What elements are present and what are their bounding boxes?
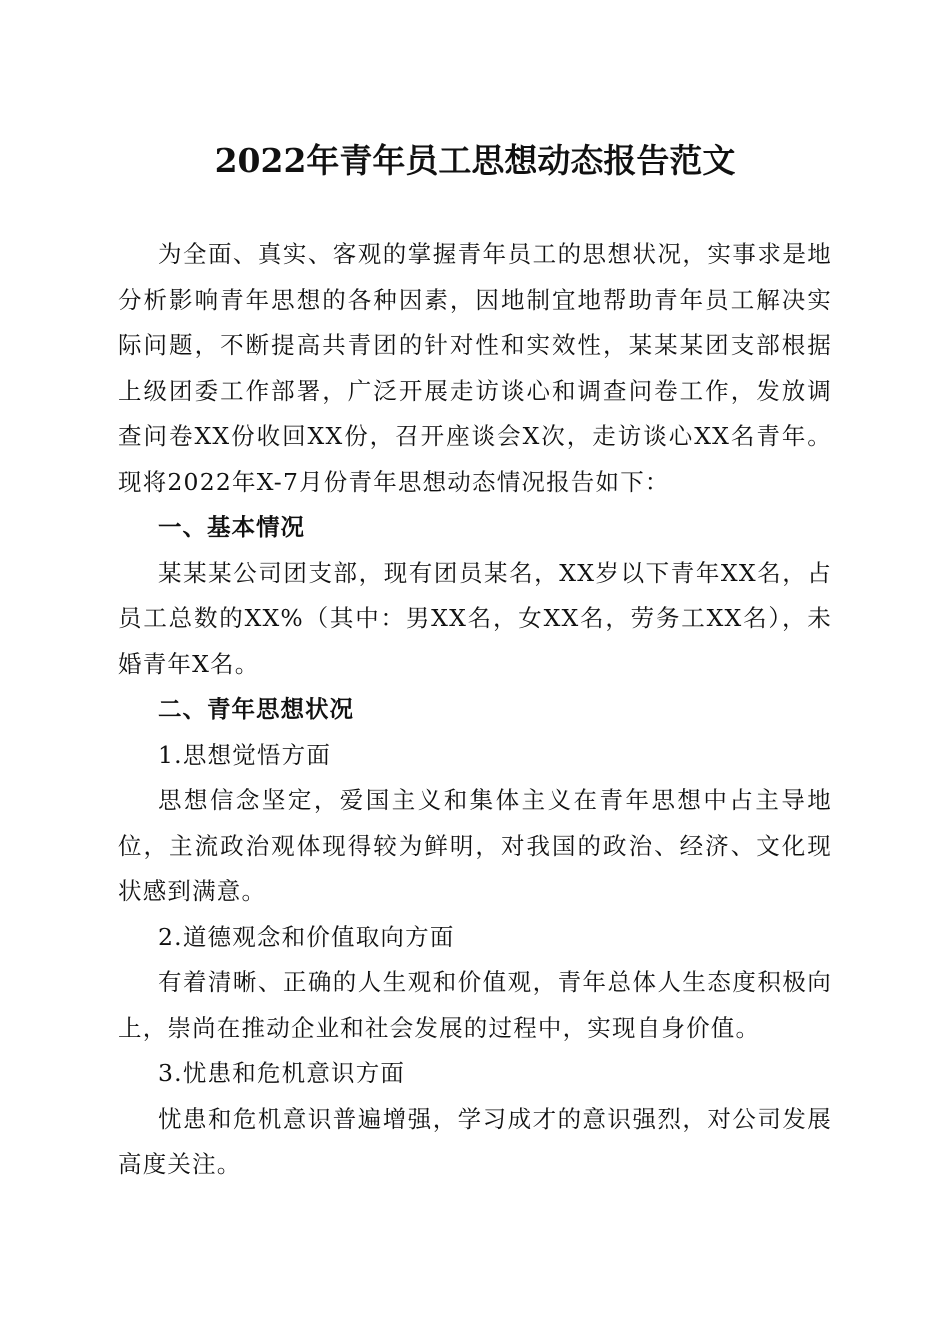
moral-values-paragraph: 有着清晰、正确的人生观和价值观，青年总体人生态度积极向上，崇尚在推动企业和社会发展的过程中，实现自身价值。 bbox=[118, 968, 832, 1042]
basic-info-paragraph: 某某某公司团支部，现有团员某名，XX岁以下青年XX名，占员工总数的XX%（其中：男XX名，女XX名，劳务工XX名），未婚青年X名。 bbox=[118, 558, 832, 678]
document-body bbox=[118, 232, 832, 1188]
subheading-ideological-awareness: 1.思想觉悟方面 bbox=[158, 740, 332, 769]
section-heading-youth-thought: 二、青年思想状况 bbox=[158, 695, 354, 723]
subheading-crisis-awareness: 3.忧患和危机意识方面 bbox=[158, 1059, 406, 1087]
intro-paragraph: 为全面、真实、客观的掌握青年员工的思想状况，实事求是地分析影响青年思想的各种因素，因地制宜地帮助青年员工解决实际问题，不断提高共青团的针对性和实效性，某某某团支部根据上级团委工作部署，广泛开展走访谈心和调查问卷工作，发放调查问卷XX份收回XX份，召开座谈会X次，走访谈心XX名青年。现将2022年X-7月份青年思想动态情况报告如下： bbox=[118, 240, 832, 496]
document-title: 2022年青年员工思想动态报告范文 bbox=[214, 141, 736, 180]
ideological-awareness-paragraph: 思想信念坚定，爱国主义和集体主义在青年思想中占主导地位，主流政治观体现得较为鲜明，对我国的政治、经济、文化现状感到满意。 bbox=[118, 786, 832, 905]
subheading-moral-values: 2.道德观念和价值取向方面 bbox=[158, 922, 455, 951]
crisis-awareness-paragraph: 忧患和危机意识普遍增强，学习成才的意识强烈，对公司发展高度关注。 bbox=[118, 1104, 832, 1178]
section-heading-basic-info: 一、基本情况 bbox=[158, 513, 305, 541]
